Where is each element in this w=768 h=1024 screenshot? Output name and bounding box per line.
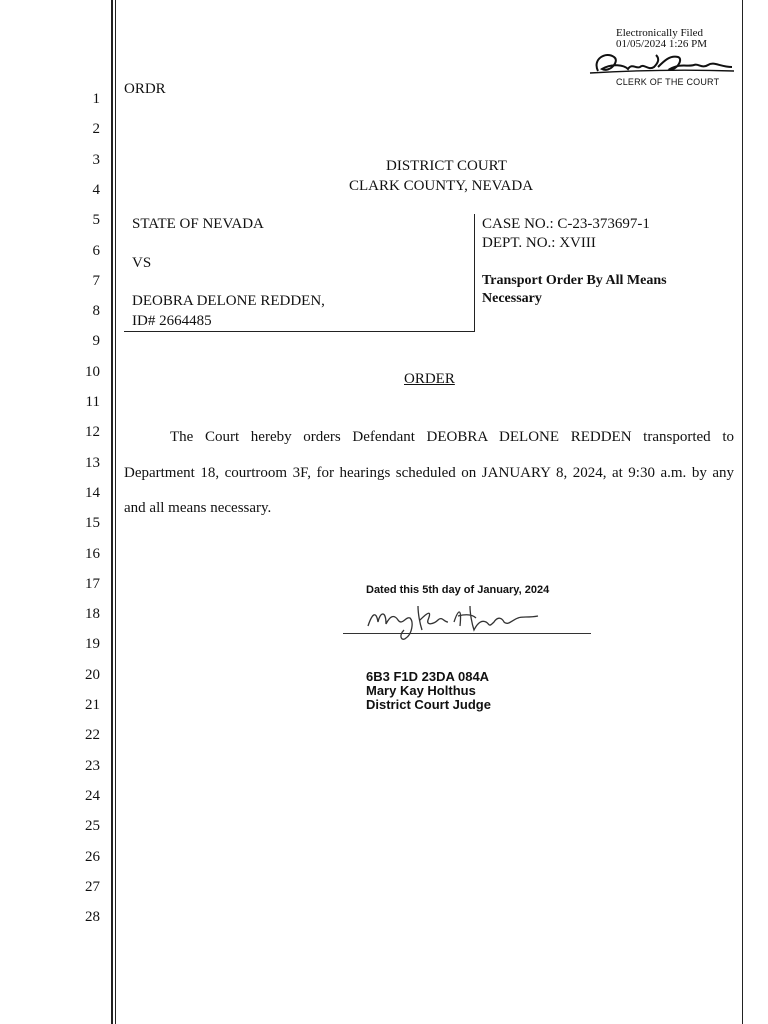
signature-line (343, 633, 591, 634)
plaintiff-name: STATE OF NEVADA (132, 216, 264, 232)
judge-block (366, 670, 491, 712)
line-number: 5 (92, 212, 100, 229)
line-number: 14 (85, 484, 100, 501)
order-body (124, 420, 734, 527)
filed-status: Electronically Filed (616, 27, 704, 39)
defendant-name: DEOBRA DELONE REDDEN, (132, 293, 325, 309)
line-number: 10 (85, 363, 100, 380)
line-number: 9 (92, 333, 100, 350)
line-number: 1 (92, 91, 100, 107)
document-code: ORDR (124, 81, 166, 97)
right-margin-rule (742, 0, 743, 1024)
court-county: CLARK COUNTY, NEVADA (349, 178, 534, 194)
versus-label: VS (132, 255, 152, 271)
left-margin-rule-outer (111, 0, 113, 1024)
order-body-line: and all means necessary. (124, 500, 272, 516)
line-number: 26 (85, 848, 100, 865)
department-number: DEPT. NO.: XVIII (482, 235, 596, 251)
judge-signature-icon (362, 600, 552, 644)
line-number: 6 (92, 242, 100, 259)
line-number: 28 (85, 909, 100, 926)
judge-title: District Court Judge (366, 697, 491, 712)
line-number: 16 (85, 545, 100, 562)
line-number: 25 (85, 818, 100, 835)
signature-code: 6B3 F1D 23DA 084A (366, 669, 490, 684)
filed-timestamp: 01/05/2024 1:26 PM (616, 38, 708, 50)
dated-line: Dated this 5th day of January, 2024 (366, 584, 550, 596)
document-title-line1: Transport Order By All Means (482, 273, 667, 288)
order-body-line: Department 18, courtroom 3F, for hearings scheduled on JANUARY 8, 2024, at 9:30 a.m. by any (124, 464, 734, 481)
judge-name: Mary Kay Holthus (366, 683, 476, 698)
line-number: 8 (92, 303, 100, 320)
order-heading: ORDER (404, 371, 455, 387)
line-number: 4 (92, 181, 100, 198)
line-number: 21 (85, 697, 100, 713)
line-number: 15 (85, 515, 100, 532)
line-number: 7 (92, 272, 100, 289)
document-title-line2: Necessary (482, 291, 542, 306)
defendant-id: ID# 2664485 (132, 313, 212, 329)
line-number: 27 (85, 878, 100, 895)
clerk-title: CLERK OF THE COURT (616, 77, 720, 87)
order-body-line: The Court hereby orders Defendant DEOBRA DELONE REDDEN transported to (170, 429, 734, 445)
line-number: 18 (85, 606, 100, 623)
line-number: 3 (92, 151, 100, 168)
line-number: 17 (85, 575, 100, 592)
line-number: 24 (85, 787, 100, 804)
case-number: CASE NO.: C-23-373697-1 (482, 216, 650, 232)
line-number: 13 (85, 454, 100, 471)
line-number: 2 (92, 121, 100, 138)
court-name: DISTRICT COURT (386, 158, 507, 174)
line-number: 11 (85, 394, 100, 410)
line-number: 23 (85, 757, 100, 774)
left-margin-rule-inner (115, 0, 116, 1024)
line-number: 12 (85, 424, 100, 441)
line-number: 19 (85, 636, 100, 653)
clerk-signature-icon (584, 45, 736, 79)
line-number: 20 (85, 666, 100, 683)
line-number: 22 (85, 727, 100, 744)
